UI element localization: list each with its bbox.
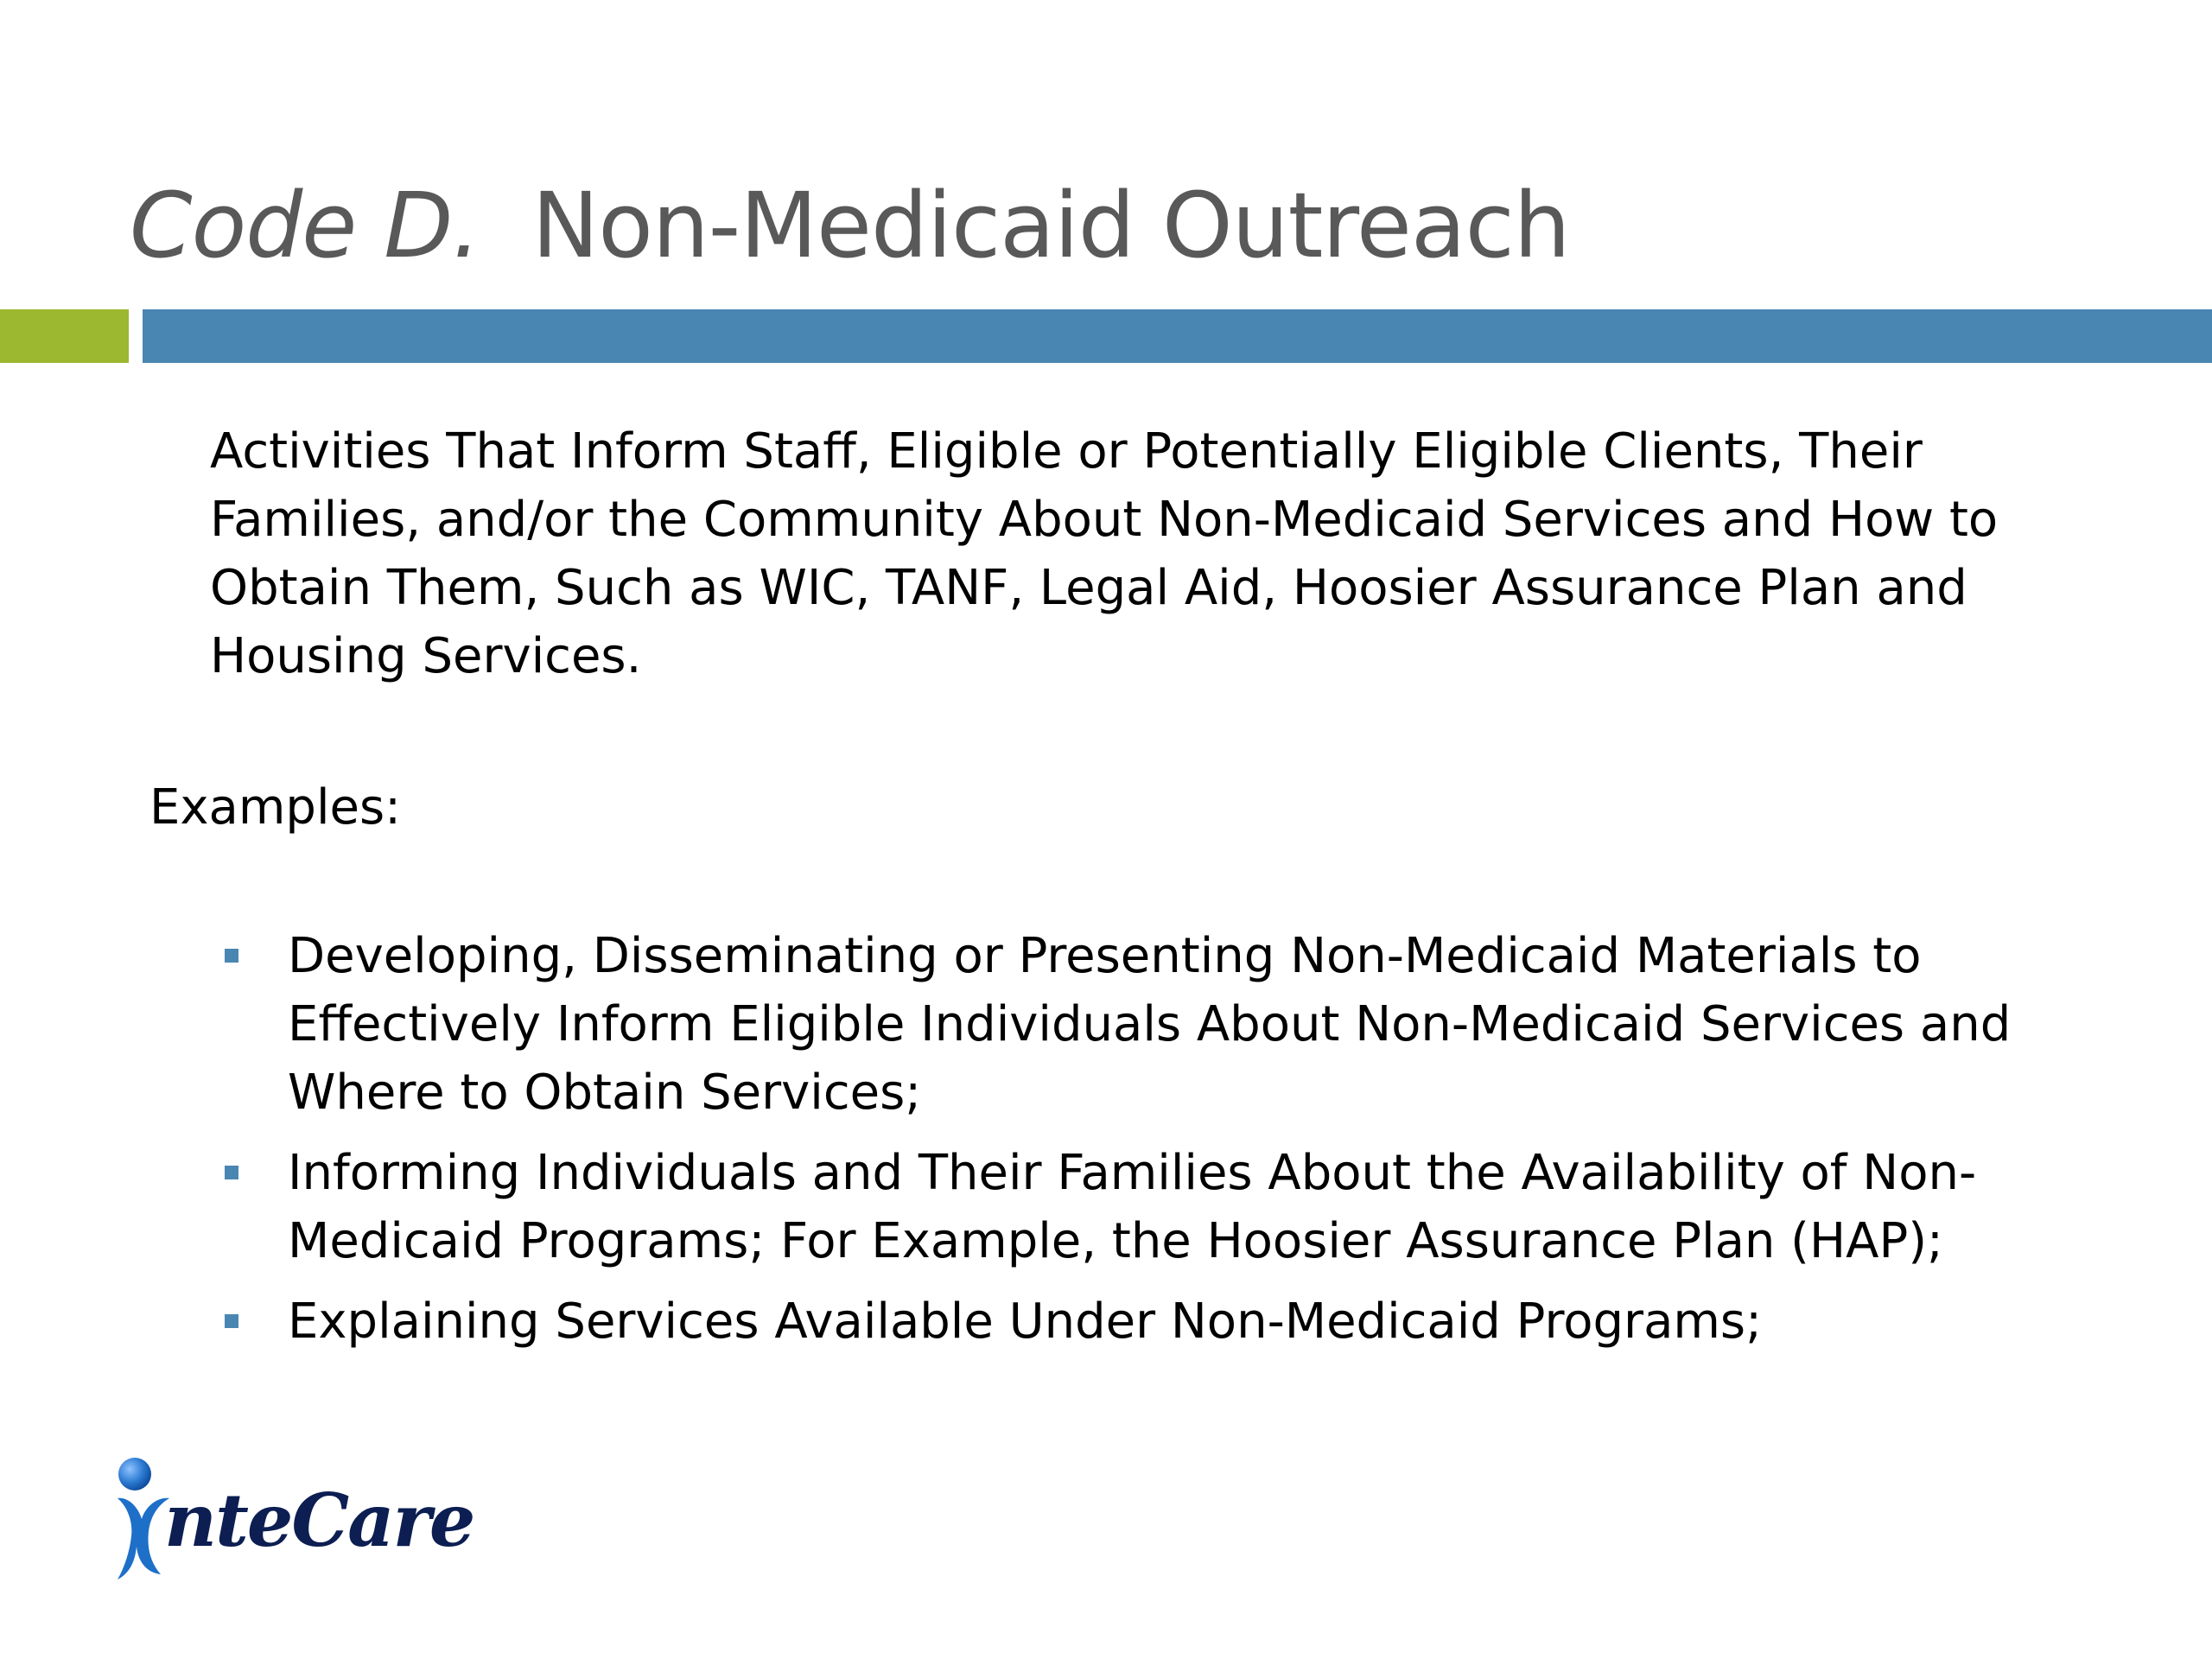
square-bullet-icon	[225, 1166, 238, 1179]
intecare-logo	[112, 1453, 474, 1583]
title-name: Non-Medicaid Outreach	[531, 173, 1570, 278]
title-code: Code D.	[130, 173, 480, 278]
list-item-text: Informing Individuals and Their Families About the Availability of Non-Medicaid Programs; For Example, the Hoosier Assurance Plan (HAP);	[288, 1145, 1977, 1269]
accent-bar-blue	[143, 309, 2212, 363]
list-item-text: Explaining Services Available Under Non-Medicaid Programs;	[288, 1294, 1762, 1350]
logo-figure	[118, 1498, 169, 1580]
list-item	[223, 922, 2081, 1127]
accent-bar-green	[0, 309, 129, 363]
logo-head	[118, 1458, 151, 1491]
examples-label: Examples:	[149, 779, 401, 836]
logo-text: nteCare	[164, 1478, 474, 1563]
slide-title	[130, 169, 1570, 282]
square-bullet-icon	[225, 1314, 238, 1328]
intro-paragraph: Activities That Inform Staff, Eligible or Potentially Eligible Clients, Their Families, and/or the Community About Non-Medicaid Services and How to Obtain Them, Such as WIC, TANF, Legal Aid, Hoosier Assurance Plan and Housing Services.	[210, 423, 1999, 684]
list-item-text: Developing, Disseminating or Presenting Non-Medicaid Materials to Effectively Inform Eligible Individuals About Non-Medicaid Services and Where to Obtain Services;	[288, 928, 2012, 1121]
list-item	[223, 1139, 2081, 1275]
square-bullet-icon	[225, 949, 238, 963]
list-item	[223, 1287, 2081, 1356]
examples-list	[223, 922, 2081, 1368]
